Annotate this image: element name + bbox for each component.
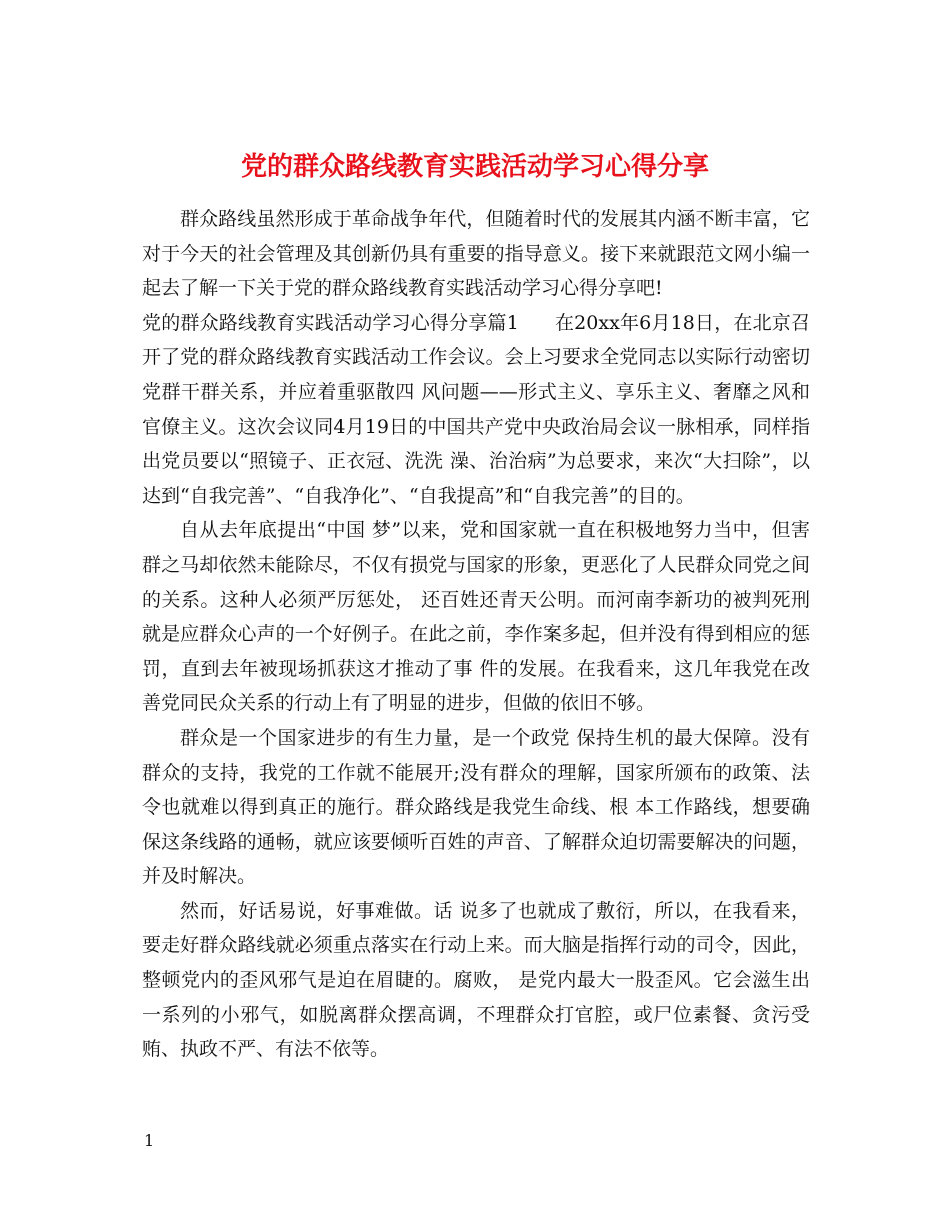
page-number: 1 [144,1131,155,1150]
section-paragraph [142,306,810,514]
document-title: 党的群众路线教育实践活动学习心得分享 [240,152,709,183]
body-paragraph: 群众是一个国家进步的有生力量，是一个政党 保持生机的最大保障。没有群众的支持，我党的工作就不能展开;没有群众的理解，国家所颁布的政策、法令也就难以得到真正的施行。群众路线是我党生命线、根 本工作路线，想要确保这条线路的通畅，就应该要倾听百姓的声音、了解群众迫切需要解决的问题，并及时解决。 [142,726,810,888]
intro-paragraph: 群众路线虽然形成于革命战争年代，但随着时代的发展其内涵不断丰富，它对于今天的社会管理及其创新仍具有重要的指导意义。接下来就跟范文网小编一起去了解一下关于党的群众路线教育实践活动学习心得分享吧! [142,208,810,300]
section-paragraph-text: 在20xx年6月18日，在北京召开了党的群众路线教育实践活动工作会议。会上习要求全党同志以实际行动密切党群干群关系，并应着重驱散四 风问题——形式主义、享乐主义、奢靡之风和官僚主义。这次会议同4月19日的中国共产党中央政治局会议一脉相承，同样指出党员要以“照镜子、正衣冠、洗洗 澡、治治病”为总要求，来次“大扫除”，以达到“自我完善”、“自我净化”、“自我提高”和“自我完善”的目的。 [142,311,811,507]
document-body [142,202,810,1067]
section-heading: 党的群众路线教育实践活动学习心得分享篇1 [142,311,519,334]
body-paragraph: 自从去年底提出“中国 梦”以来，党和国家就一直在积极地努力当中，但害群之马却依然未能除尽，不仅有损党与国家的形象，更恶化了人民群众同党之间的关系。这种人必须严厉惩处， 还百姓还青天公明。而河南李新功的被判死刑就是应群众心声的一个好例子。在此之前，李作案多起，但并没有得到相应的惩罚，直到去年被现场抓获这才推动了事 件的发展。在我看来，这几年我党在改善党同民众关系的行动上有了明显的进步，但做的依旧不够。 [142,519,810,715]
body-paragraph: 然而，好话易说，好事难做。话 说多了也就成了敷衍，所以，在我看来，要走好群众路线就必须重点落实在行动上来。而大脑是指挥行动的司令，因此，整顿党内的歪风邪气是迫在眉睫的。腐败， 是党内最大一股歪风。它会滋生出一系列的小邪气，如脱离群众摆高调，不理群众打官腔，或尸位素餐、贪污受贿、执政不严、有法不依等。 [142,899,810,1061]
